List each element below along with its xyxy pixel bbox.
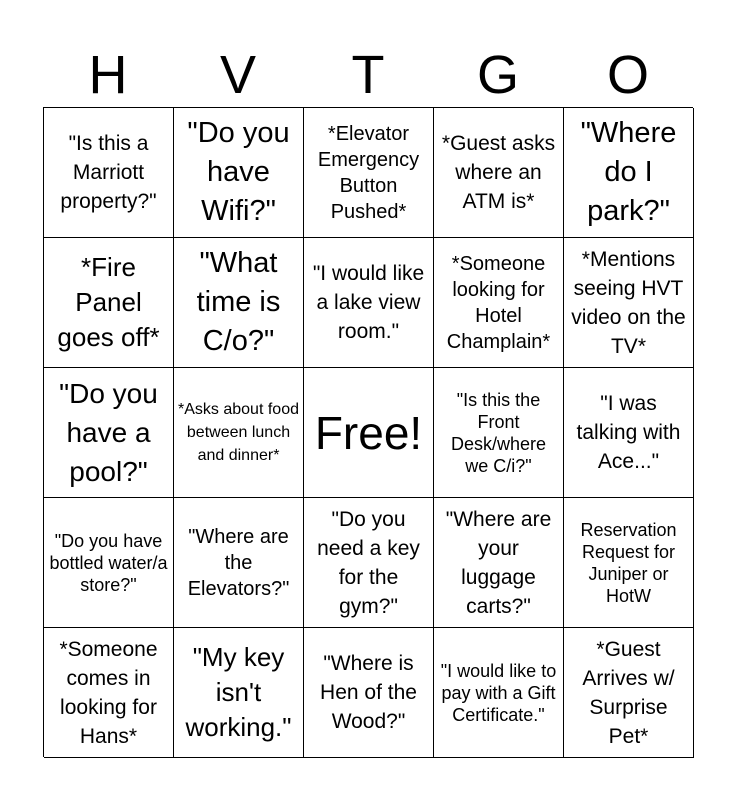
bingo-cell[interactable]	[304, 108, 434, 238]
cell-text: "Is this a Marriott property?"	[60, 132, 157, 213]
cell-text: "Do you have a pool?"	[59, 378, 158, 487]
bingo-cell[interactable]	[174, 368, 304, 498]
bingo-cell[interactable]	[174, 498, 304, 628]
cell-text: *Guest Arrives w/ Surprise Pet*	[582, 637, 675, 748]
cell-text: "Where are the Elevators?"	[187, 525, 290, 600]
bingo-header	[43, 44, 693, 106]
cell-text: "I would like a lake view room."	[312, 262, 425, 343]
cell-text: "I would like to pay with a Gift Certificate."	[440, 660, 557, 725]
bingo-cell[interactable]	[304, 628, 434, 758]
cell-text: "Where are your luggage carts?"	[445, 507, 552, 618]
bingo-cell[interactable]	[434, 628, 564, 758]
cell-text: *Someone comes in looking for Hans*	[59, 637, 158, 748]
cell-text: "My key isn't working."	[185, 642, 292, 742]
bingo-cell[interactable]	[564, 498, 694, 628]
bingo-cell[interactable]	[44, 498, 174, 628]
cell-text: "Is this the Front Desk/where we C/i?"	[450, 389, 547, 476]
header-letter: G	[476, 45, 519, 105]
free-space-text: Free!	[314, 406, 423, 459]
bingo-cell[interactable]	[564, 238, 694, 368]
cell-text: "Do you have Wifi?"	[187, 117, 290, 227]
cell-text: "What time is C/o?"	[196, 247, 281, 357]
cell-text: "Where is Hen of the Wood?"	[320, 652, 417, 733]
bingo-cell[interactable]	[44, 628, 174, 758]
bingo-cell[interactable]	[434, 108, 564, 238]
cell-text: *Elevator Emergency Button Pushed*	[317, 122, 420, 223]
bingo-cell[interactable]	[44, 238, 174, 368]
cell-text: "Where do I park?"	[580, 117, 677, 227]
cell-text: *Mentions seeing HVT video on the TV*	[571, 247, 686, 358]
bingo-cell[interactable]	[564, 628, 694, 758]
cell-text: *Someone looking for Hotel Champlain*	[446, 252, 551, 353]
header-letter: O	[606, 45, 649, 105]
bingo-cell[interactable]	[174, 108, 304, 238]
header-letter: V	[219, 45, 257, 105]
bingo-cell[interactable]	[174, 238, 304, 368]
bingo-cell[interactable]	[174, 628, 304, 758]
bingo-cell[interactable]	[434, 238, 564, 368]
bingo-cell[interactable]	[434, 498, 564, 628]
bingo-cell[interactable]	[304, 498, 434, 628]
bingo-cell[interactable]	[564, 368, 694, 498]
cell-text: *Fire Panel goes off*	[57, 252, 160, 352]
bingo-cell[interactable]	[44, 108, 174, 238]
cell-text: "Do you need a key for the gym?"	[317, 507, 420, 618]
cell-text: *Asks about food between lunch and dinner*	[178, 401, 299, 464]
header-letter: T	[351, 45, 385, 105]
cell-text: "I was talking with Ace..."	[576, 392, 681, 473]
cell-text: Reservation Request for Juniper or HotW	[580, 519, 677, 606]
bingo-cell[interactable]	[434, 368, 564, 498]
cell-text: *Guest asks where an ATM is*	[441, 132, 556, 213]
bingo-cell[interactable]	[44, 368, 174, 498]
free-space[interactable]	[304, 368, 434, 498]
cell-text: "Do you have bottled water/a store?"	[49, 530, 168, 595]
bingo-cell[interactable]	[304, 238, 434, 368]
header-letter: H	[88, 45, 128, 105]
bingo-grid	[43, 107, 693, 757]
bingo-cell[interactable]	[564, 108, 694, 238]
